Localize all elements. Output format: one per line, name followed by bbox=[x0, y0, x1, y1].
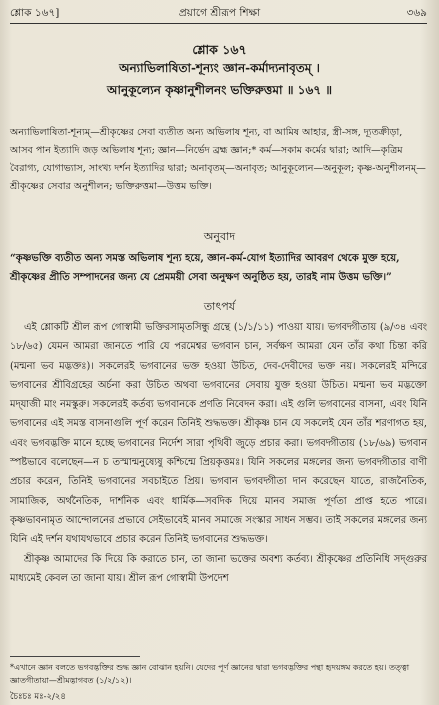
synonyms-block: অন্যাভিলাষিতা-শূন্যম্—শ্রীকৃষ্ণের সেবা ব্যতীত অন্য অভিলাষ শূন্য, বা আমিষ আহার, স্ত্রী-সঙ্গ, দ্যূতক্রীড়া, আসব পান ইত্যাদি জড় অভিলাষ শূন্য; জ্ঞান—নির্ভেদ ব্রহ্ম জ্ঞান;* কর্ম—সকাম কর্মের দ্বারা; আদি—কৃত্রিম বৈরাগ্য, যোগাভ্যাস, সাংখ্য দর্শন ইত্যাদির দ্বারা; অনাবৃতম্—অনাবৃত; আনুকূল্যেন—অনুকূল; কৃষ্ণ-অনুশীলনম্—শ্রীকৃষ্ণের সেবার অনুশীলন; ভক্তিরুত্তমা—উত্তম ভক্তি। bbox=[10, 127, 426, 192]
running-header bbox=[8, 6, 431, 22]
translation-text: “কৃষ্ণভক্তি ব্যতীত অন্য সমস্ত অভিলাষ শূন্য হয়ে, জ্ঞান-কর্ম-যোগ ইত্যাদির আবরণ থেকে মুক্ত হয়ে, শ্রীকৃষ্ণের প্রীতি সম্পাদনের জন্য যে প্রেমময়ী সেবা অনুক্ষণ অনুষ্ঠিত হয়, তারই নাম উত্তম ভক্তি।” bbox=[10, 253, 400, 283]
footnote-divider bbox=[10, 656, 140, 657]
header-chapter-title: প্রয়াগে শ্রীরূপ শিক্ষা bbox=[178, 7, 261, 19]
translation-heading: অনুবাদ bbox=[203, 230, 236, 243]
verse-line-1: অন্যাভিলাষিতা-শূন্যং জ্ঞান-কর্মাদ্যনাবৃতম্ । bbox=[119, 61, 320, 75]
page-number: ৩৬৯ bbox=[406, 7, 427, 19]
purport-heading: তাৎপর্য bbox=[203, 300, 236, 313]
purport-body bbox=[10, 318, 427, 588]
signature-mark: চৈঃচঃ মঃ-২/২৪ bbox=[10, 692, 66, 702]
purport-paragraph-2: শ্রীকৃষ্ণ আমাদের কি দিয়ে কি করাতে চান, তা জানা ভক্তের অবশ্য কর্তব্য। শ্রীকৃষ্ণের প্রতিনিধি সদ্গুরুর মাধ্যমেই কেবল তা জানা যায়। শ্রীল রূপ গোস্বামী উপদেশ bbox=[10, 553, 427, 584]
header-verse-ref: শ্লোক ১৬৭] bbox=[10, 7, 60, 19]
header-divider bbox=[10, 23, 427, 24]
purport-paragraph-1: এই শ্লোকটি শ্রীল রূপ গোস্বামী ভক্তিরসামৃতসিন্ধু গ্রন্থে (১/১/১১) পাওয়া যায়। ভগবদ্গীতায় (৯/৩৪ এবং ১৮/৬৫) যেমন আমরা জানতে পারি যে পরমেশ্বর ভগবান চান, সর্বক্ষণ আমরা যেন তাঁর কথা চিন্তা করি (মন্মনা ভব মদ্ভক্তঃ)। সকলেরই ভগবানের ভক্ত হওয়া উচিত, দেব-দেবীদের ভক্ত নয়। সকলেরই মন্দিরে ভগবানের শ্রীবিগ্রহের অর্চনা করা উচিত অথবা ভগবানের সেবায় যুক্ত হওয়া উচিত। মন্মনা ভব মদ্ভক্তো মদ্‌যাজী মাং নমস্কুরু। সকলেরই কর্তব্য ভগবানকে প্রণতি নিবেদন করা। এই গুলি ভগবানের বাসনা, এবং যিনি ভগবানের এই সমস্ত বাসনাগুলি পূর্ণ করেন তিনিই শুদ্ধভক্ত। শ্রীকৃষ্ণ চান যে সকলেই যেন তাঁর শরণাগত হয়, এবং ভগবদ্ভক্তি মানে হচ্ছে ভগবানের নির্দেশ সারা পৃথিবী জুড়ে প্রচার করা। ভগবদ্গীতায় (১৮/৬৯) ভগবান স্পষ্টভাবে বলেছেন—ন চ তস্মান্মনুষ্যেষু কশ্চিন্মে প্রিয়কৃত্তমঃ। যিনি সকলের মঙ্গলের জন্য ভগবদ্গীতার বাণী প্রচার করেন, তিনিই ভগবানের সবচাইতে প্রিয়। ভগবান ভগবদ্গীতা দান করেছেন যাতে, রাজনৈতিক, সামাজিক, অর্থনৈতিক, দার্শনিক এবং ধার্মিক—সবদিক দিয়ে মানব সমাজ পূর্ণতা প্রাপ্ত হতে পারে। কৃষ্ণভাবনামৃত আন্দোলনের প্রভাবে সেইভাবেই মানব সমাজে সংস্কার সাধন সম্ভব। তাই সকলের মঙ্গলের জন্য যিনি এই দর্শন যথাযথভাবে প্রচার করেন তিনিই ভগবানের শুদ্ধভক্ত। bbox=[10, 322, 427, 546]
verse-number: শ্লোক ১৬৭ bbox=[192, 42, 247, 57]
verse-line-2: আনুকূল্যেন কৃষ্ণানুশীলনং ভক্তিরুত্তমা ॥ ১৬৭ ॥ bbox=[106, 83, 333, 97]
footnote: *এখানে জ্ঞান বলতে ভগবদ্ভক্তির শুদ্ধ জ্ঞান বোঝান হয়নি। যেদের পূর্ণ জ্ঞানের দ্বারা ভগবদ্ভক্তির পন্থা হৃদয়ঙ্গম করতে হয়। তত্ত্বা জ্ঞাতগীতায়া—শ্রীমদ্ভাগবত (১/২/১২)। bbox=[10, 663, 410, 685]
